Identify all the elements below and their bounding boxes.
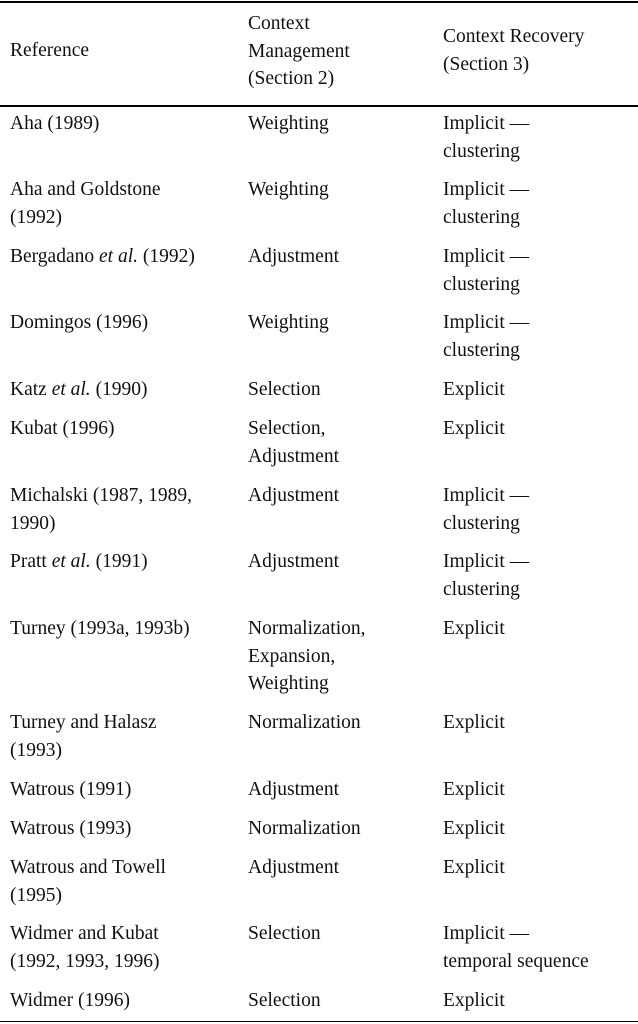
row-recovery: Implicit — clustering: [443, 179, 530, 228]
row-reference: Watrous (1991): [10, 779, 132, 800]
row-management: Selection: [248, 990, 321, 1011]
row-reference: Turney and Halasz (1993): [10, 712, 157, 761]
row-management: Normalization: [248, 712, 361, 733]
row-reference: Widmer (1996): [10, 990, 130, 1011]
row-reference: Watrous and Towell (1995): [10, 857, 166, 906]
row-reference: Katz et al. (1990): [10, 379, 148, 400]
row-management: Normalization, Expansion, Weighting: [248, 618, 366, 694]
row-reference: Kubat (1996): [10, 418, 115, 439]
row-management: Weighting: [248, 179, 329, 200]
row-management: Adjustment: [248, 485, 339, 506]
header-context-recovery: Context Recovery (Section 3): [443, 26, 585, 75]
row-recovery: Implicit — clustering: [443, 551, 530, 600]
table-bottom-rule: [0, 1021, 638, 1022]
row-recovery: Explicit: [443, 618, 505, 639]
row-reference: Watrous (1993): [10, 818, 132, 839]
row-management: Selection: [248, 923, 321, 944]
row-recovery: Explicit: [443, 857, 505, 878]
header-rule: [0, 105, 638, 107]
row-management: Selection: [248, 379, 321, 400]
row-reference: Michalski (1987, 1989, 1990): [10, 485, 192, 534]
row-reference: Pratt et al. (1991): [10, 551, 148, 572]
row-reference: Turney (1993a, 1993b): [10, 618, 190, 639]
row-recovery: Explicit: [443, 418, 505, 439]
row-reference: Domingos (1996): [10, 312, 149, 333]
row-management: Weighting: [248, 312, 329, 333]
table-top-rule: [0, 1, 638, 3]
row-reference: Aha (1989): [10, 113, 100, 134]
row-management: Weighting: [248, 113, 329, 134]
row-management: Adjustment: [248, 857, 339, 878]
header-context-management: Context Management (Section 2): [248, 13, 350, 89]
row-management: Adjustment: [248, 246, 339, 267]
row-recovery: Explicit: [443, 379, 505, 400]
header-reference: Reference: [10, 40, 90, 61]
row-recovery: Implicit — clustering: [443, 312, 530, 361]
row-reference: Bergadano et al. (1992): [10, 246, 195, 267]
row-recovery: Explicit: [443, 779, 505, 800]
row-recovery: Explicit: [443, 990, 505, 1011]
row-management: Adjustment: [248, 551, 339, 572]
row-management: Normalization: [248, 818, 361, 839]
row-recovery: Explicit: [443, 818, 505, 839]
row-management: Selection, Adjustment: [248, 418, 339, 467]
row-reference: Aha and Goldstone (1992): [10, 179, 161, 228]
row-recovery: Implicit — clustering: [443, 485, 530, 534]
row-management: Adjustment: [248, 779, 339, 800]
row-recovery: Implicit — clustering: [443, 113, 530, 162]
row-recovery: Explicit: [443, 712, 505, 733]
row-reference: Widmer and Kubat (1992, 1993, 1996): [10, 923, 160, 972]
row-recovery: Implicit — clustering: [443, 246, 530, 295]
row-recovery: Implicit — temporal sequence: [443, 923, 589, 972]
